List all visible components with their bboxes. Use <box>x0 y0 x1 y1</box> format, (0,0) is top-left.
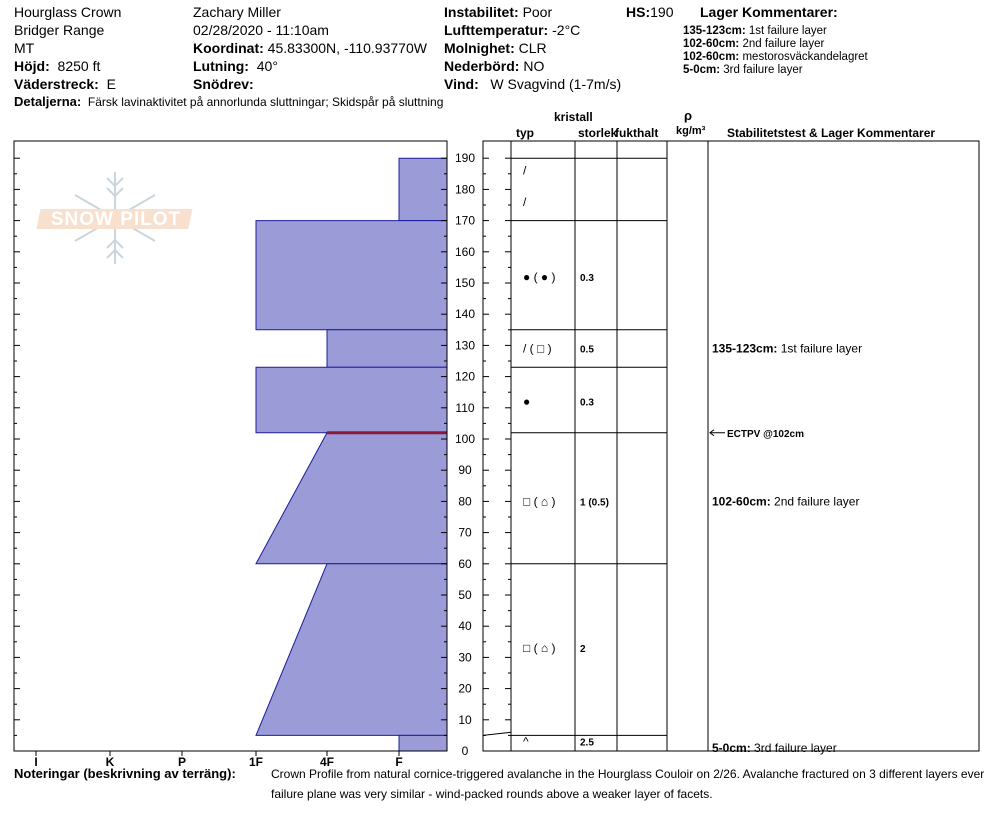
snowpilot-logo <box>36 172 192 264</box>
air-temperature-label: Lufttemperatur: <box>444 22 549 38</box>
hardness-axis <box>34 751 402 766</box>
height-label-80: 80 <box>458 494 472 509</box>
drift-label: Snödrev: <box>193 76 254 92</box>
stability-annotation-1: ECTPV @102cm <box>727 428 805 440</box>
layer-comment-3-text: mestorosväckandelagret <box>742 51 868 63</box>
precipitation-label: Nederbörd: <box>444 58 520 74</box>
height-label-190: 190 <box>454 151 476 166</box>
col-kristall: kristall <box>554 110 593 124</box>
grain-size-2: 0.3 <box>580 272 594 284</box>
col-typ: typ <box>516 126 534 140</box>
aspect-label: Väderstreck: <box>14 76 99 92</box>
elevation-label: Höjd: <box>14 58 50 74</box>
grain-size-5: 1 (0.5) <box>580 497 609 509</box>
hardness-profile <box>256 158 447 751</box>
height-label-140: 140 <box>454 307 476 322</box>
height-label-100: 100 <box>454 432 476 446</box>
wind-value: W Svagvind (1-7m/s) <box>490 76 622 92</box>
height-label-0: 0 <box>461 744 469 758</box>
height-label-70: 70 <box>458 525 472 540</box>
state-name: MT <box>14 40 35 56</box>
location-name: Hourglass Crown <box>14 4 122 20</box>
layer-comment-1-text: 1st failure layer <box>748 25 827 37</box>
aspect-value: E <box>106 76 116 92</box>
wind-label: Vind: <box>444 76 479 92</box>
hardness-label-I: I <box>34 755 38 766</box>
height-label-160: 160 <box>454 244 476 259</box>
notes-line-2: failure plane was very similar - wind-packed rounds above a weaker layer of facets. <box>271 787 713 801</box>
stability-annotation-0 <box>712 342 862 356</box>
stability-annotation-range-0: 135-123cm: <box>712 341 778 356</box>
stability-annotation-3 <box>712 741 837 755</box>
snow-height-label: HS: <box>626 4 651 20</box>
observer-name: Zachary Miller <box>193 4 281 20</box>
height-label-120: 120 <box>454 369 476 384</box>
layer-table-frame <box>483 141 979 751</box>
table-frames <box>14 141 979 751</box>
height-label-130: 130 <box>454 338 476 353</box>
observation-datetime: 02/28/2020 - 11:10am <box>193 22 329 38</box>
range-name: Bridger Range <box>14 22 105 38</box>
notes-line-1: Crown Profile from natural cornice-triggered avalanche in the Hourglass Couloir on 2/26. Avalanche fractured on 3 different layers ever <box>271 767 985 781</box>
grain-type-3: / ( □ ) <box>523 341 552 356</box>
grain-size-7: 2.5 <box>580 737 594 749</box>
height-label-40: 40 <box>458 619 472 634</box>
height-label-10: 10 <box>458 712 472 727</box>
hardness-bar-5 <box>256 564 447 736</box>
hardness-bar-2 <box>327 330 447 367</box>
sky-cover-label: Molnighet: <box>444 40 515 56</box>
height-label-30: 30 <box>458 650 472 665</box>
snow-height-value: 190 <box>650 4 674 20</box>
grain-size-6: 2 <box>580 644 586 656</box>
grain-type-1: / <box>523 194 527 209</box>
elevation-value: 8250 ft <box>57 58 101 74</box>
grain-type-6: □ ( ⌂ ) <box>523 641 556 656</box>
logo-text: SNOW PILOT <box>50 209 182 230</box>
stability-annotation-text-2: 2nd failure layer <box>770 494 860 509</box>
height-label-90: 90 <box>458 463 472 478</box>
grain-type-5: □ ( ⌂ ) <box>523 494 556 509</box>
layer-comment-1-range: 135-123cm: <box>683 25 746 37</box>
layer-comment-2-text: 2nd failure layer <box>742 38 825 50</box>
grain-type-7: ^ <box>523 734 529 749</box>
grain-type-4: ● <box>523 394 531 409</box>
grain-type-2: ● ( ● ) <box>523 269 556 284</box>
layer-comment-4-text: 3rd failure layer <box>723 64 803 76</box>
layer-comment-3-range: 102-60cm: <box>683 51 740 63</box>
hardness-label-K: K <box>105 755 115 766</box>
height-label-50: 50 <box>458 588 472 602</box>
height-label-110: 110 <box>455 400 475 415</box>
stability-annotation-text-0: 1st failure layer <box>777 341 863 356</box>
notes-label: Noteringar (beskrivning av terräng): <box>14 766 236 781</box>
stability-value: Poor <box>522 4 553 20</box>
layer-comment-2-range: 102-60cm: <box>683 38 740 50</box>
stability-annotation-range-2: 102-60cm: <box>712 494 771 509</box>
stability-annotation-range-3: 5-0cm: <box>712 740 751 755</box>
coordinates-value: 45.83300N, -110.93770W <box>267 40 427 56</box>
hardness-bar-1 <box>256 221 447 330</box>
stability-label: Instabilitet: <box>444 4 519 20</box>
hardness-bar-6 <box>399 735 447 751</box>
height-label-20: 20 <box>458 681 472 696</box>
coordinates-label: Koordinat: <box>193 40 264 56</box>
slope-label: Lutning: <box>193 58 249 74</box>
hardness-label-4F: 4F <box>319 755 335 766</box>
col-storlek: storlek <box>578 126 618 140</box>
height-label-150: 150 <box>454 276 476 290</box>
stability-annotations <box>710 342 862 755</box>
col-fukthalt: fukthalt <box>615 126 659 140</box>
hardness-bar-4 <box>256 433 447 564</box>
hardness-label-F: F <box>395 755 403 766</box>
hardness-bar-3 <box>256 367 447 433</box>
precipitation-value: NO <box>523 58 545 74</box>
col-stability: Stabilitetstest & Lager Kommentarer <box>727 126 936 140</box>
details-value: Färsk lavinaktivitet på annorlunda sluttningar; Skidspår på sluttning <box>87 95 444 109</box>
temperature-line <box>483 732 511 735</box>
layer-comments-title: Lager Kommentarer: <box>700 4 838 20</box>
slope-value: 40° <box>256 58 278 74</box>
details-label: Detaljerna: <box>14 94 82 109</box>
hardness-label-P: P <box>177 755 187 766</box>
height-label-180: 180 <box>454 182 476 197</box>
hardness-label-1F: 1F <box>248 755 264 766</box>
layer-rows <box>523 164 609 749</box>
col-rho: ρ <box>684 108 693 123</box>
sky-cover-value: CLR <box>518 40 547 56</box>
hardness-bar-0 <box>399 158 447 220</box>
air-temperature-value: -2°C <box>552 22 581 38</box>
grain-size-4: 0.3 <box>580 397 594 409</box>
grain-size-3: 0.5 <box>580 344 594 356</box>
grain-type-0: / <box>523 163 527 178</box>
height-label-170: 170 <box>454 213 476 228</box>
height-label-60: 60 <box>458 556 472 571</box>
stability-annotation-2 <box>712 494 859 508</box>
col-density-unit: kg/m³ <box>676 125 706 137</box>
layer-comment-4-range: 5-0cm: <box>683 64 721 76</box>
stability-annotation-text-3: 3rd failure layer <box>750 740 837 755</box>
